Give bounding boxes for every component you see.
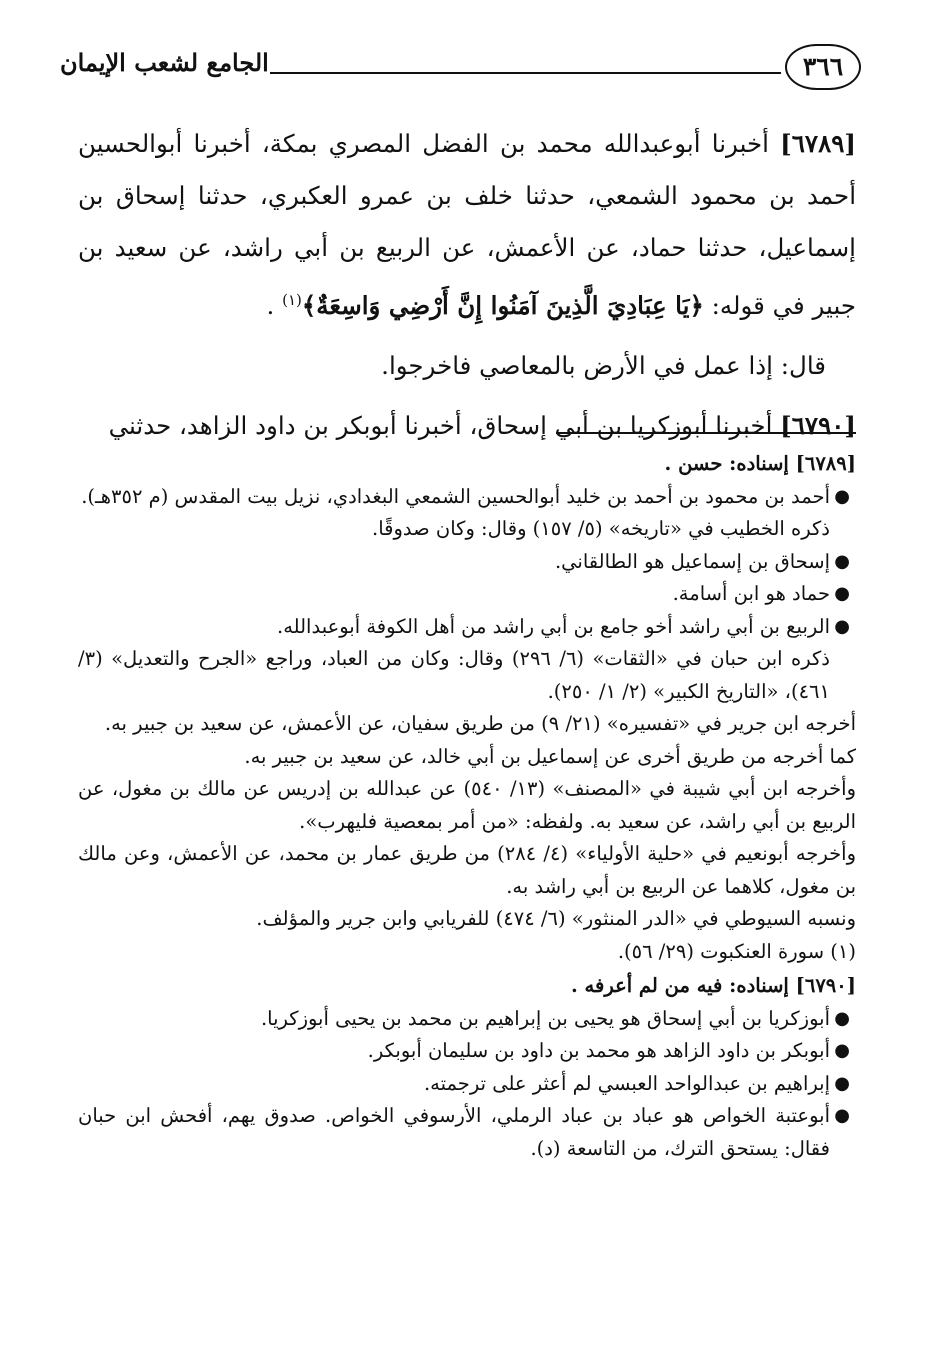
list-item: ● أبوزكريا بن أبي إسحاق هو يحيى بن إبراهيم بن محمد بن يحيى أبوزكريا. xyxy=(78,1003,856,1036)
bullet-dot-icon: ● xyxy=(834,1040,850,1061)
footnote-1: (١) سورة العنكبوت (٢٩/ ٥٦). xyxy=(617,939,856,963)
bullet-dot-icon: ● xyxy=(834,550,850,572)
hadith-6790 xyxy=(78,400,856,452)
list-item: ● أحمد بن محمود بن أحمد بن خليد أبوالحسين الشمعي البغدادي، نزيل بيت المقدس (م ٣٥٢هـ). xyxy=(78,481,856,514)
takhrij-line: كما أخرجه من طريق أخرى عن إسماعيل بن أبي خالد، عن سعيد بن جبير به. xyxy=(244,744,856,768)
footnote-separator xyxy=(556,432,856,434)
takhrij-line: ونسبه السيوطي في «الدر المنثور» (٦/ ٤٧٤) للفريابي وابن جرير والمؤلف. xyxy=(256,907,856,930)
list-item: ● إبراهيم بن عبدالواحد العبسي لم أعثر على ترجمته. xyxy=(78,1068,856,1101)
hadith-number: [٦٧٩٠] xyxy=(780,411,856,441)
header-rule xyxy=(270,72,781,74)
list-item: ● أبوعتبة الخواص هو عباد بن عباد الرملي، الأرسوفي الخواص. صدوق يهم، أفحش ابن حبان فقال: يستحق الترك، من التاسعة (د). xyxy=(78,1100,856,1165)
takhrij-line: أخرجه ابن جرير في «تفسيره» (٢١/ ٩) من طريق سفيان، عن الأعمش، عن سعيد بن جبير به. xyxy=(104,712,856,735)
bullet-dot-icon: ● xyxy=(834,1072,850,1094)
list-item: ● إسحاق بن إسماعيل هو الطالقاني. xyxy=(78,546,856,579)
book-title: الجامع لشعب الإيمان xyxy=(60,48,269,77)
hadith-number: [٦٧٨٩] xyxy=(780,129,856,158)
page-number: ٣٦٦ xyxy=(785,44,861,90)
footnote-head-6789: [٦٧٨٩] إسناده: حسن . xyxy=(664,452,856,475)
bullet-dot-icon: ● xyxy=(834,615,850,637)
page-header xyxy=(60,38,861,98)
main-text xyxy=(78,118,856,452)
bullet-dot-icon: ● xyxy=(834,583,850,604)
hadith-text: أخبرنا أبوزكريا بن أبي إسحاق، أخبرنا أبوبكر بن داود الزاهد، حدثني xyxy=(108,411,773,441)
sentence-end: . xyxy=(266,291,275,321)
bullet-dot-icon: ● xyxy=(834,1105,850,1126)
note-line: ذكره ابن حبان في «الثقات» (٦/ ٢٩٦) وقال: وكان من العباد، وراجع «الجرح والتعديل» (٣/ ٤٦١)، «التاريخ الكبير» (٢/ ١/ ٢٥٠). xyxy=(78,647,830,703)
bullet-dot-icon: ● xyxy=(834,1007,850,1029)
takhrij-line: وأخرجه ابن أبي شيبة في «المصنف» (١٣/ ٥٤٠) عن عبدالله بن إدريس عن مالك بن مغول، عن الربيع بن أبي راشد، عن سعيد به. ولفظه: «من أمر بمعصية فليهرب». xyxy=(78,777,856,833)
list-item: ● الربيع بن أبي راشد أخو جامع بن أبي راشد من أهل الكوفة أبوعبدالله. xyxy=(78,611,856,644)
footnotes xyxy=(78,448,856,1165)
footnote-ref: (١) xyxy=(282,291,302,309)
list-item: ● أبوبكر بن داود الزاهد هو محمد بن داود بن سليمان أبوبكر. xyxy=(78,1035,856,1068)
bullet-dot-icon: ● xyxy=(834,485,850,507)
footnote-head-6790: [٦٧٩٠] إسناده: فيه من لم أعرفه . xyxy=(570,974,856,997)
list-item: ● حماد هو ابن أسامة. xyxy=(78,578,856,611)
hadith-6789 xyxy=(78,118,856,332)
note-line: ذكره الخطيب في «تاريخه» (٥/ ١٥٧) وقال: وكان صدوقًا. xyxy=(372,517,830,540)
qal-paragraph: قال: إذا عمل في الأرض بالمعاصي فاخرجوا. xyxy=(381,351,826,381)
takhrij-line: وأخرجه أبونعيم في «حلية الأولياء» (٤/ ٢٨٤) من طريق عمار بن محمد، عن الأعمش، وعن مالك بن مغول، كلاهما عن الربيع بن أبي راشد به. xyxy=(78,842,856,898)
quran-verse: ﴿يَا عِبَادِيَ الَّذِينَ آمَنُوا إِنَّ أَرْضِي وَاسِعَةٌ﴾ xyxy=(301,291,704,321)
hadith-text: أخبرنا أبوعبدالله محمد بن الفضل المصري بمكة، أخبرنا أبوالحسين أحمد بن محمود الشمعي، حدثنا خلف بن عمرو العكبري، حدثنا إسحاق بن إسماعيل، حدثنا حماد، عن الأعمش، عن الربيع بن أبي راشد، عن سعيد بن جبير في قوله: xyxy=(78,129,856,321)
